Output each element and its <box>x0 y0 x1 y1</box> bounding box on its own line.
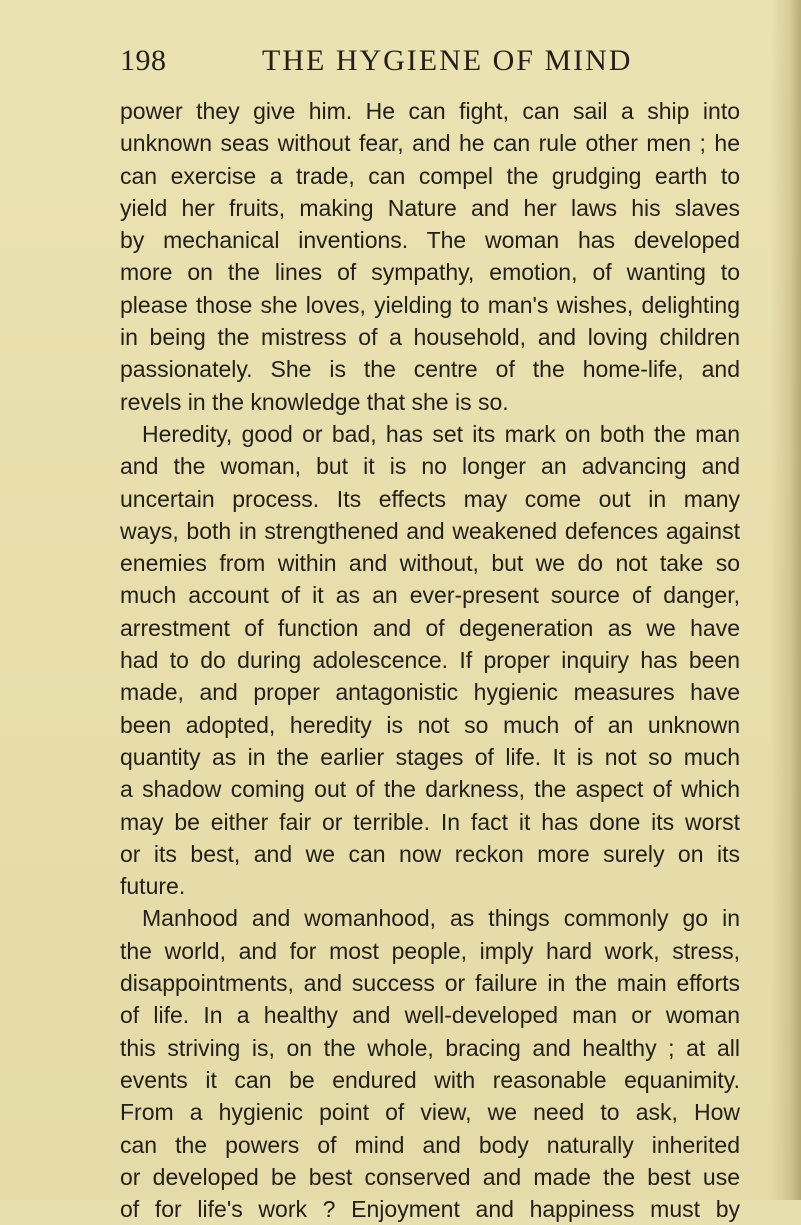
page-header <box>120 44 760 84</box>
text-line: may be either fair or terrible. In fact it has done its worst <box>120 808 740 835</box>
text-line: uncertain process. Its effects may come out in many <box>120 485 740 512</box>
page-number: 198 <box>120 44 167 77</box>
text-line: power they give him. He can fight, can sail a ship into <box>120 98 740 124</box>
running-title: THE HYGIENE OF MIND <box>262 44 633 77</box>
text-line: had to do during adolescence. If proper inquiry has been <box>120 647 740 674</box>
text-line: this striving is, on the whole, bracing and healthy ; at all <box>120 1034 740 1061</box>
text-line: quantity as in the earlier stages of life. It is not so much <box>120 743 740 770</box>
text-line: unknown seas without fear, and he can rule other men ; he <box>120 130 740 157</box>
text-line: more on the lines of sympathy, emotion, of wanting to <box>120 259 740 286</box>
text-line: much account of it as an ever-present source of danger, <box>120 582 740 609</box>
text-line: disappointments, and success or failure in the main efforts <box>120 970 740 997</box>
text-line: of for life's work ? Enjoyment and happiness must by <box>120 1196 740 1223</box>
text-line: please those she loves, yielding to man's wishes, delighting <box>120 291 740 318</box>
text-line: arrestment of function and of degeneration as we have <box>120 614 740 641</box>
text-line: and the woman, but it is no longer an advancing and <box>120 453 740 480</box>
text-line: revels in the knowledge that she is so. <box>120 388 509 415</box>
text-line: been adopted, heredity is not so much of an unknown <box>120 711 740 738</box>
text-line: can the powers of mind and body naturally inherited <box>120 1131 740 1158</box>
text-line: enemies from within and without, but we do not take so <box>120 550 740 577</box>
text-line: in being the mistress of a household, and loving children <box>120 324 740 351</box>
text-line: a shadow coming out of the darkness, the aspect of which <box>120 776 740 803</box>
text-line: events it can be endured with reasonable equanimity. <box>120 1066 740 1093</box>
text-line: Heredity, good or bad, has set its mark on both the man <box>142 420 740 447</box>
text-line: passionately. She is the centre of the home-life, and <box>120 356 740 383</box>
text-line: by mechanical inventions. The woman has developed <box>120 227 740 254</box>
text-line: Manhood and womanhood, as things commonly go in <box>142 905 740 932</box>
text-line: future. <box>120 873 186 900</box>
text-line: the world, and for most people, imply hard work, stress, <box>120 937 740 964</box>
text-line: or developed be best conserved and made the best use <box>120 1163 740 1190</box>
body-text <box>120 95 740 1225</box>
text-line: of life. In a healthy and well-developed man or woman <box>120 1002 740 1029</box>
text-line: made, and proper antagonistic hygienic measures have <box>120 679 740 706</box>
text-line: yield her fruits, making Nature and her laws his slaves <box>120 194 740 221</box>
text-line: can exercise a trade, can compel the grudging earth to <box>120 162 740 189</box>
text-line: or its best, and we can now reckon more surely on its <box>120 840 740 867</box>
text-line: ways, both in strengthened and weakened defences against <box>120 517 740 544</box>
text-line: From a hygienic point of view, we need to ask, How <box>120 1099 740 1126</box>
